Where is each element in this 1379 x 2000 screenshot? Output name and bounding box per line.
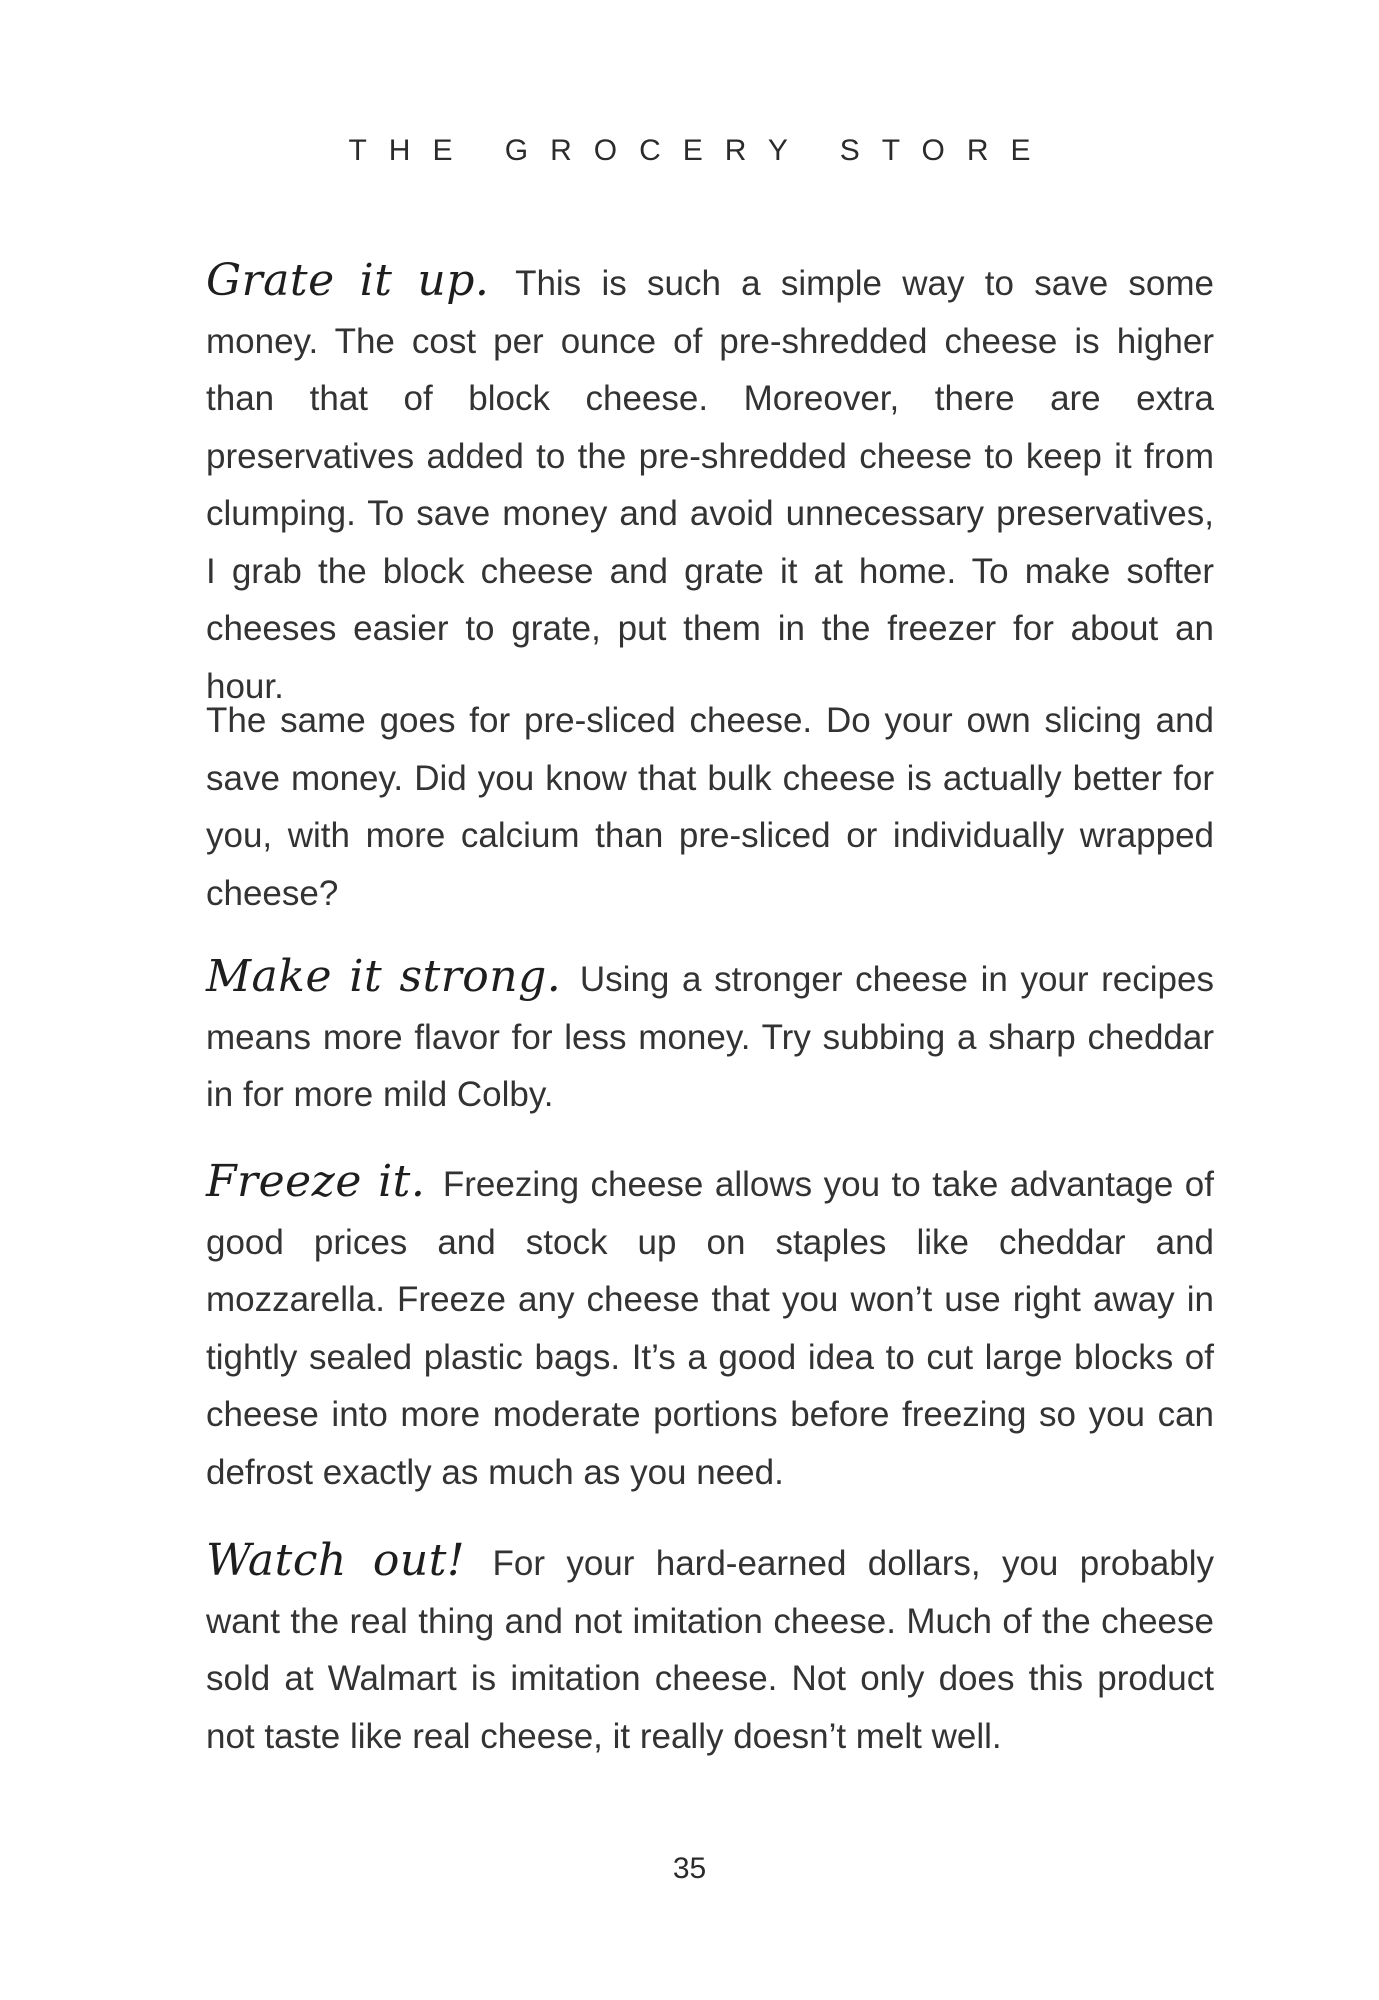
paragraph — [206, 692, 1214, 922]
paragraph — [206, 948, 1214, 1124]
running-head: THE GROCERY STORE — [348, 134, 1053, 167]
paragraph-text: The same goes for pre-sliced cheese. Do your own slicing and save money. Did you know that bulk cheese is actually better for you, with more calcium than pre-sliced or individually wrapped cheese? — [206, 701, 1214, 913]
paragraph-text: For your hard-earned dollars, you probably want the real thing and not imitation cheese. Much of the cheese sold at Walmart is imitation cheese. Not only does this product not taste like real cheese, it really doesn’t melt well. — [206, 1544, 1214, 1756]
run-in-heading: Grate it up. — [206, 255, 490, 306]
section-watch-out — [206, 1532, 1214, 1765]
page-number: 35 — [672, 1852, 707, 1885]
run-in-heading: Make it strong. — [206, 951, 562, 1002]
paragraph — [206, 1153, 1214, 1501]
paragraph — [206, 252, 1214, 715]
run-in-heading: Watch out! — [206, 1535, 466, 1586]
paragraph — [206, 1532, 1214, 1765]
paragraph-text: Freezing cheese allows you to take advantage of good prices and stock up on staples like cheddar and mozzarella. Freeze any cheese that you won’t use right away in tightly sealed plastic bags. It’s a good idea to cut large blocks of cheese into more moderate portions before freezing so you can defrost exactly as much as you need. — [206, 1165, 1215, 1492]
paragraph-text: Using a stronger cheese in your recipes means more flavor for less money. Try subbing a sharp cheddar in for more mild Colby. — [206, 960, 1214, 1114]
run-in-heading: Freeze it. — [206, 1156, 426, 1207]
section-pre-sliced — [206, 692, 1214, 922]
paragraph-text: This is such a simple way to save some money. The cost per ounce of pre-shredded cheese is higher than that of block cheese. Moreover, there are extra preservatives added to the pre-shredded cheese to keep it from clumping. To save money and avoid unnecessary preservatives, I grab the block cheese and grate it at home. To make softer cheeses easier to grate, put them in the freezer for about an hour. — [206, 264, 1215, 706]
section-freeze-it — [206, 1153, 1214, 1501]
section-grate-it-up — [206, 252, 1214, 715]
section-make-it-strong — [206, 948, 1214, 1124]
